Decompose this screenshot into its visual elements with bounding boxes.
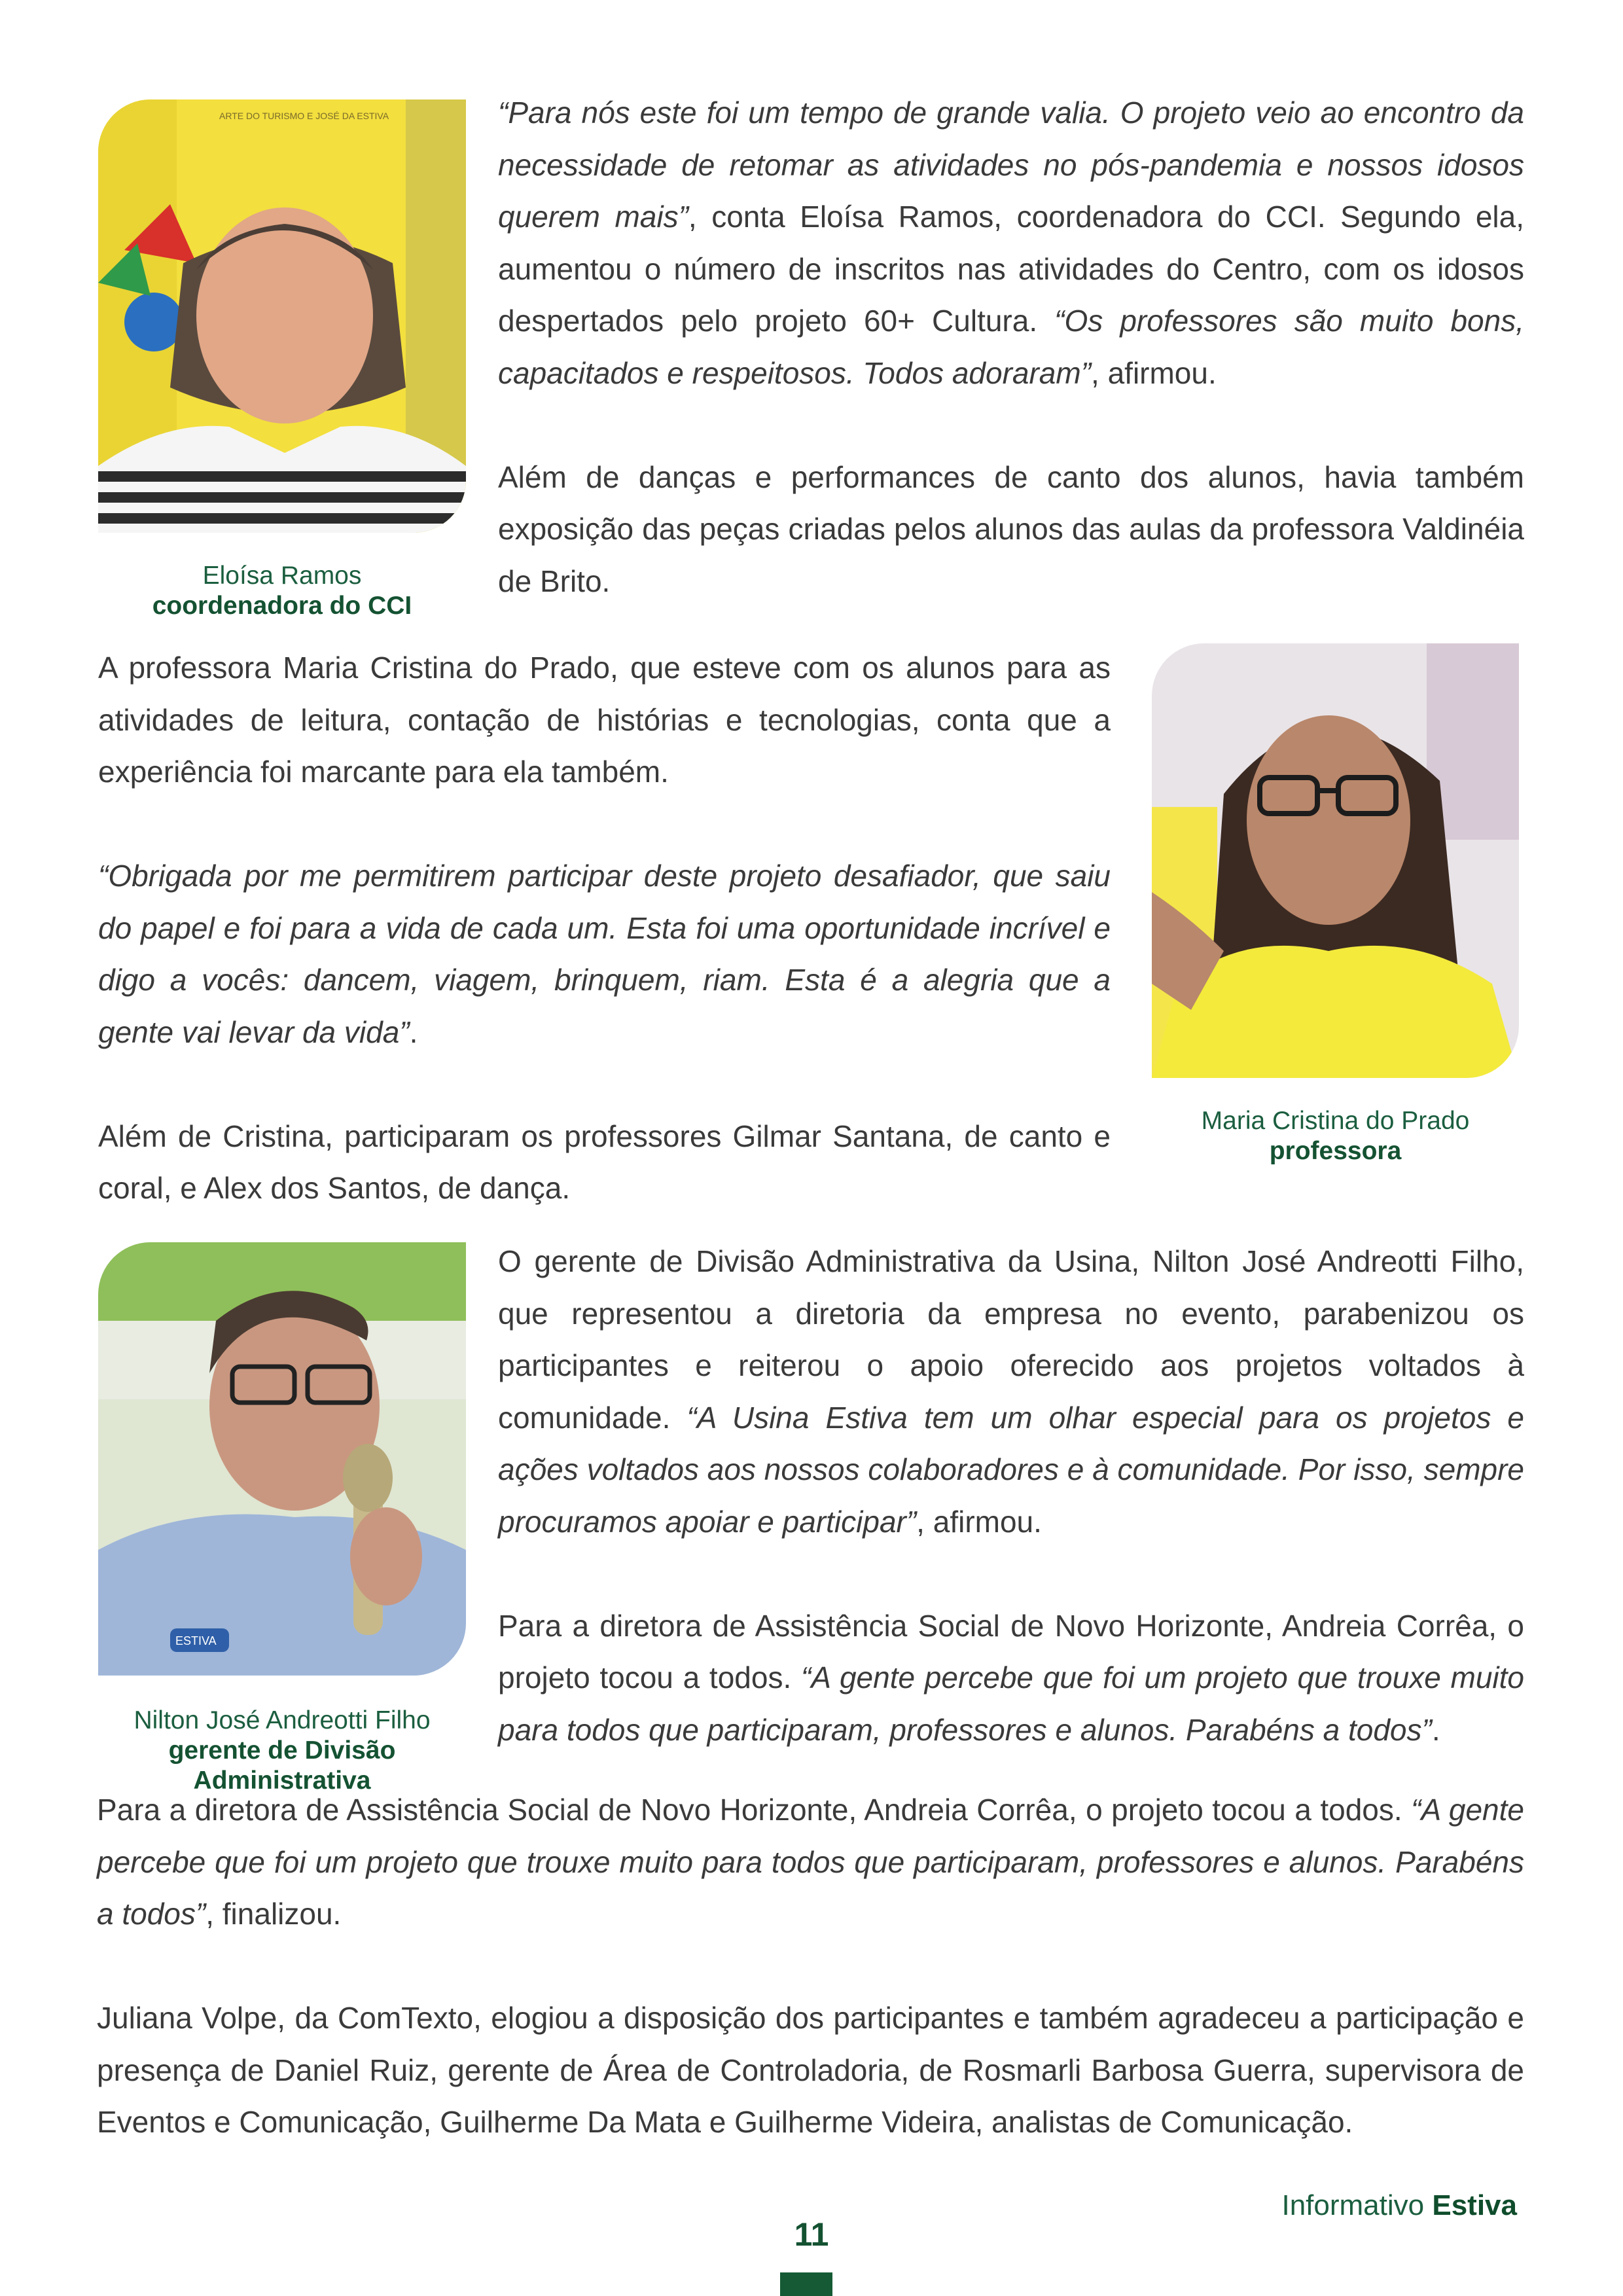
text: , afirmou.	[916, 1504, 1042, 1539]
paragraph	[98, 850, 1111, 1058]
caption-nilton	[79, 1706, 486, 1796]
text: , afirmou.	[1091, 355, 1217, 390]
text: Para a diretora de Assistência Social de Novo Horizonte, Andreia Corrêa, o projeto tocou a todos.	[97, 1793, 1412, 1827]
caption-eloisa	[98, 561, 466, 621]
footer-brand-name: Estiva	[1432, 2189, 1517, 2221]
photo-maria-cristina	[1152, 643, 1519, 1078]
photo-background-text: ARTE DO TURISMO E JOSÉ DA ESTIVA	[219, 111, 389, 121]
paragraph	[498, 1236, 1524, 1548]
caption-role: professora	[1269, 1137, 1402, 1165]
page-number-bar	[780, 2272, 832, 2296]
text: O gerente de Divisão Administrativa da Usina, Nilton José Andreotti Filho, que representou a diretoria da empresa no evento, parabenizou os participantes e reiterou o apoio oferecido aos projetos voltados à comunidade.	[498, 1244, 1524, 1435]
article-block-3	[498, 1236, 1524, 1756]
quote: “A Usina Estiva tem um olhar especial para os projetos e ações voltados aos nossos colaboradores e à comunidade. Por isso, sempre procuramos apoiar e participar”	[498, 1400, 1524, 1539]
text: Para a diretora de Assistência Social de Novo Horizonte, Andreia Corrêa, o projeto tocou a todos.	[498, 1608, 1524, 1695]
text: .	[1431, 1712, 1440, 1747]
photo-eloisa-ramos	[98, 99, 466, 533]
shirt-logo-text: ESTIVA	[175, 1634, 217, 1647]
caption-name: Nilton José Andreotti Filho	[134, 1706, 431, 1734]
quote: “A gente percebe que foi um projeto que trouxe muito para todos que participaram, professores e alunos. Parabéns a todos”	[498, 1660, 1524, 1747]
caption-maria	[1152, 1106, 1519, 1166]
footer-brand	[1281, 2189, 1517, 2222]
paragraph: Além de danças e performances de canto dos alunos, havia também exposição das peças criadas pelos alunos das aulas da professora Valdinéia de Brito.	[498, 459, 1524, 598]
paragraph: Além de Cristina, participaram os professores Gilmar Santana, de canto e coral, e Alex dos Santos, de dança.	[98, 1119, 1111, 1205]
caption-role: coordenadora do CCI	[152, 592, 412, 620]
portrait-maria	[1152, 643, 1519, 1078]
portrait-eloisa	[98, 99, 466, 533]
caption-name: Maria Cristina do Prado	[1201, 1107, 1470, 1135]
article-block-4	[97, 1784, 1524, 2149]
footer-brand-prefix: Informativo	[1281, 2189, 1425, 2221]
quote: “Os professores são muito bons, capacitados e respeitosos. Todos adoraram”	[498, 304, 1525, 390]
paragraph: Juliana Volpe, da ComTexto, elogiou a disposição dos participantes e também agradeceu a participação e presença de Daniel Ruiz, gerente de Área de Controladoria, de Rosmarli Barbosa Guerra, supervisora de Eventos e Comunicação, Guilherme Da Mata e Guilherme Videira, analistas de Comunicação.	[97, 2001, 1524, 2139]
paragraph	[97, 1784, 1524, 1941]
text: , finalizou.	[205, 1897, 342, 1931]
text: .	[409, 1014, 418, 1049]
caption-name: Eloísa Ramos	[202, 562, 362, 590]
quote: “A gente percebe que foi um projeto que trouxe muito para todos que participaram, professores e alunos. Parabéns a todos”	[97, 1793, 1525, 1931]
paragraph: A professora Maria Cristina do Prado, que esteve com os alunos para as atividades de leitura, contação de histórias e tecnologias, conta que a experiência foi marcante para ela também.	[98, 651, 1111, 789]
photo-nilton	[98, 1242, 466, 1676]
caption-role: gerente de Divisão Administrativa	[168, 1736, 396, 1795]
article-block-2	[98, 642, 1111, 1215]
text: , conta Eloísa Ramos, coordenadora do CCI. Segundo ela, aumentou o número de inscritos nas atividades do Centro, com os idosos despertados pelo projeto 60+ Cultura.	[498, 200, 1524, 338]
paragraph	[498, 87, 1524, 399]
article-block-1	[498, 87, 1524, 607]
portrait-nilton	[98, 1242, 466, 1676]
page-number: 11	[794, 2216, 829, 2253]
quote: “Para nós este foi um tempo de grande valia. O projeto veio ao encontro da necessidade de retomar as atividades no pós-pandemia e nossos idosos querem mais”	[498, 96, 1524, 234]
quote: “Obrigada por me permitirem participar deste projeto desafiador, que saiu do papel e foi para a vida de cada um. Esta foi uma oportunidade incrível e digo a vocês: dancem, viagem, brinquem, riam. Esta é a alegria que a gente vai levar da vida”	[98, 859, 1111, 1049]
paragraph	[498, 1600, 1524, 1757]
